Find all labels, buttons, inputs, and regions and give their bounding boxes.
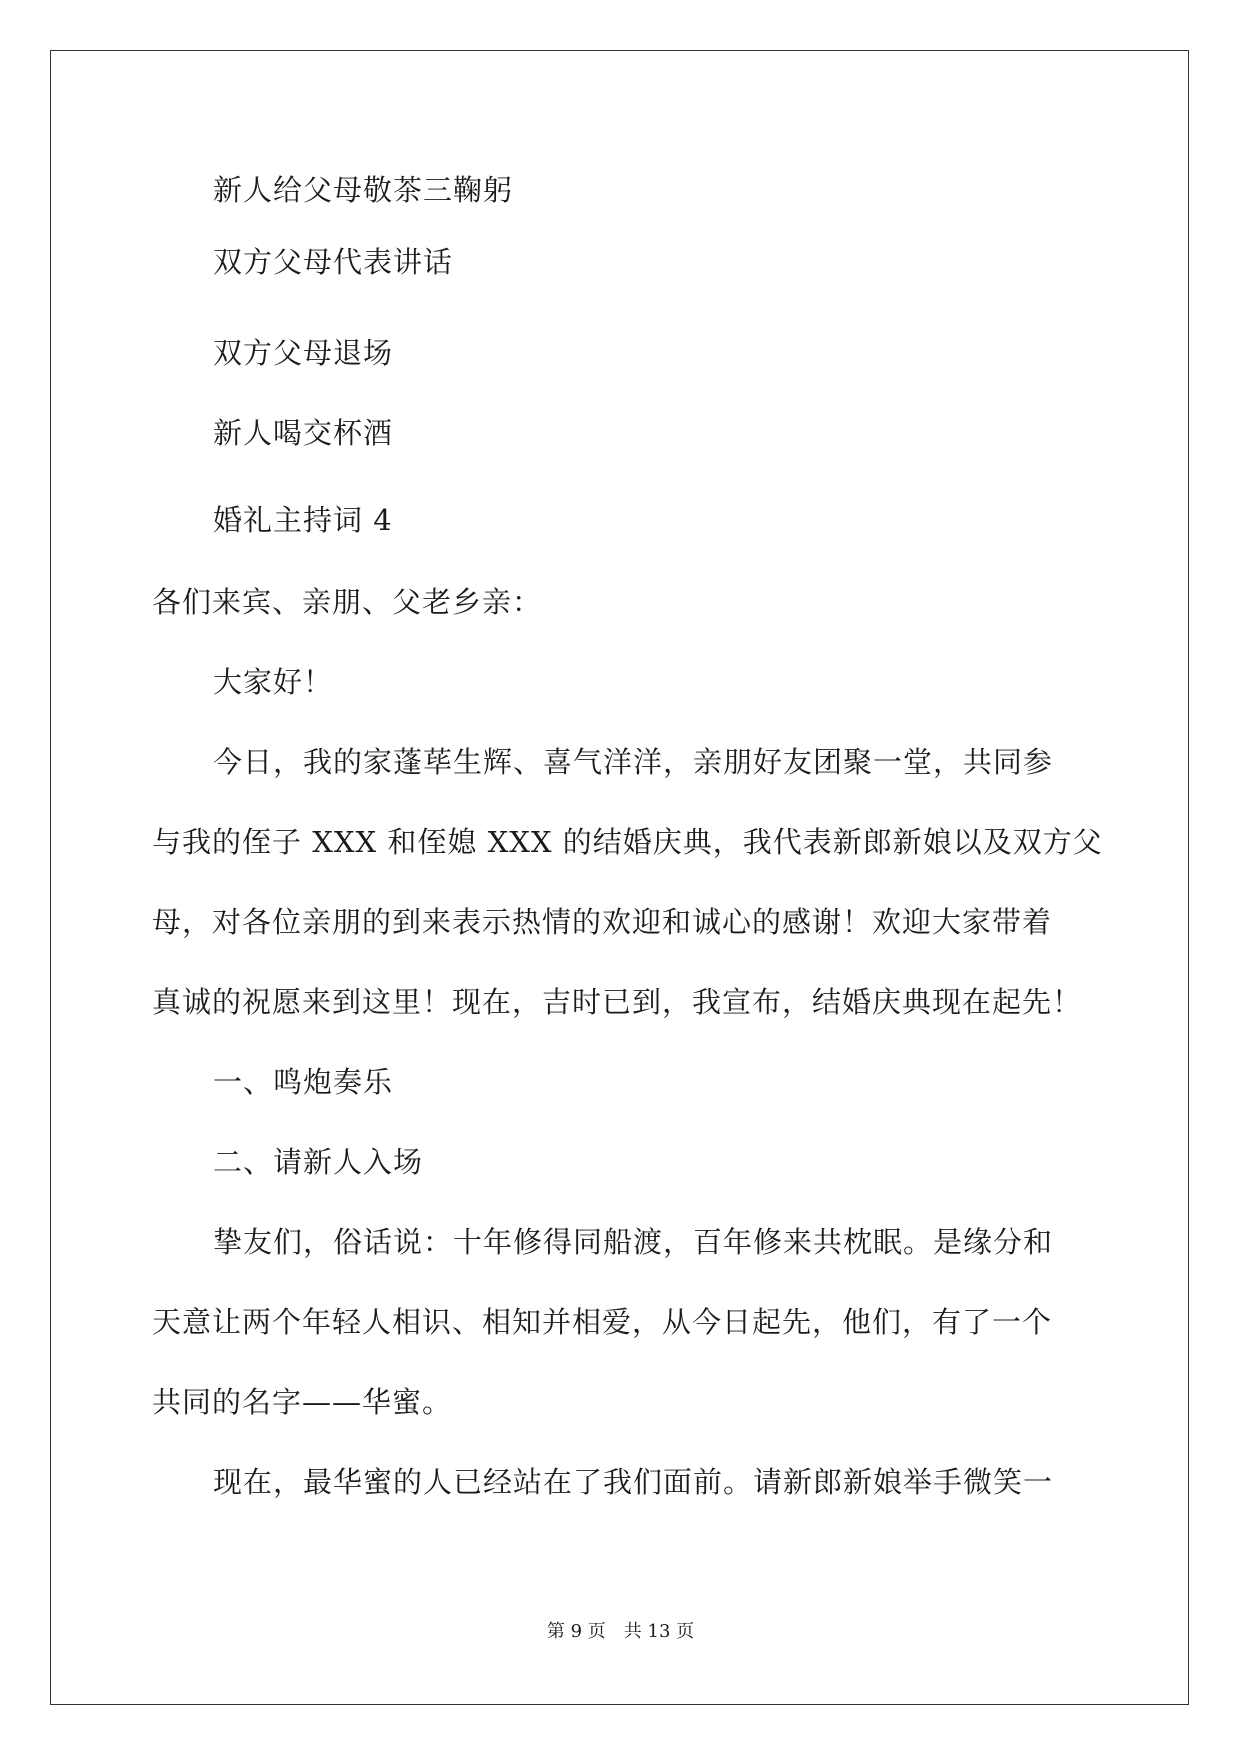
page-number: 第 9 页 bbox=[546, 1621, 606, 1642]
paragraph-line: 真诚的祝愿来到这里！现在，吉时已到，我宣布，结婚庆典现在起先！ bbox=[152, 985, 1083, 1019]
text-line: 双方父母退场 bbox=[213, 336, 394, 370]
page-border bbox=[50, 50, 1189, 1705]
list-item: 一、鸣炮奏乐 bbox=[213, 1065, 394, 1099]
paragraph-line: 与我的侄子 XXX 和侄媳 XXX 的结婚庆典，我代表新郎新娘以及双方父 bbox=[152, 825, 1103, 859]
paragraph-line: 共同的名字——华蜜。 bbox=[152, 1385, 453, 1419]
section-heading: 婚礼主持词 4 bbox=[213, 503, 393, 537]
list-item: 二、请新人入场 bbox=[213, 1145, 424, 1179]
page-footer bbox=[0, 1620, 1241, 1644]
page-total: 共 13 页 bbox=[623, 1621, 695, 1642]
text-line: 新人给父母敬茶三鞠躬 bbox=[213, 173, 514, 207]
text-line: 双方父母代表讲话 bbox=[213, 245, 454, 279]
text-line: 大家好！ bbox=[213, 665, 334, 699]
paragraph-line: 天意让两个年轻人相识、相知并相爱，从今日起先，他们，有了一个 bbox=[152, 1305, 1053, 1339]
paragraph-line: 今日，我的家蓬荜生辉、喜气洋洋，亲朋好友团聚一堂，共同参 bbox=[213, 745, 1054, 779]
text-line: 新人喝交杯酒 bbox=[213, 416, 394, 450]
paragraph-line: 挚友们，俗话说：十年修得同船渡，百年修来共枕眠。是缘分和 bbox=[213, 1225, 1054, 1259]
paragraph-line: 母，对各位亲朋的到来表示热情的欢迎和诚心的感谢！欢迎大家带着 bbox=[152, 905, 1053, 939]
salutation: 各们来宾、亲朋、父老乡亲： bbox=[152, 585, 543, 619]
paragraph-line: 现在，最华蜜的人已经站在了我们面前。请新郎新娘举手微笑一 bbox=[213, 1465, 1054, 1499]
